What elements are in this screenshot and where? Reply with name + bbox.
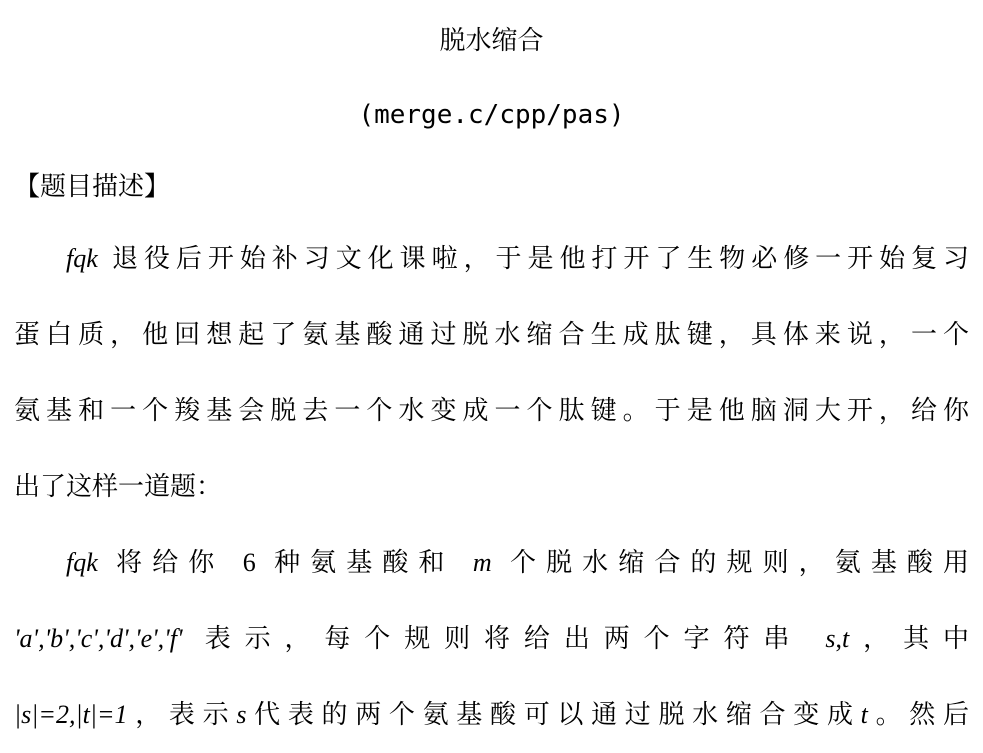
paragraph-line: 出了这样一道题： xyxy=(14,472,223,502)
math-inline: s xyxy=(825,624,836,653)
problem-title: 脱水缩合 xyxy=(439,26,544,56)
paragraph-line xyxy=(14,677,969,753)
paragraph-line: 氨基和一个羧基会脱去一个水变成一个肽键。于是他脑洞大开，给你 xyxy=(14,396,969,426)
paragraph-line xyxy=(14,221,969,297)
math-inline: m xyxy=(472,548,492,577)
text-run: 。然后 xyxy=(867,700,969,730)
paragraph-line xyxy=(14,525,969,601)
math-inline: t xyxy=(860,700,868,729)
paragraph-line xyxy=(14,601,969,677)
text-run: ，表示 xyxy=(127,700,237,730)
section-heading: 【题目描述】 xyxy=(14,172,171,202)
math-inline: s xyxy=(236,700,247,729)
description-paragraph-2 xyxy=(14,525,969,753)
text-run: 代表的两个氨基酸可以通过脱水缩合变成 xyxy=(246,700,861,730)
text-run: 个脱水缩合的规则，氨基酸用 xyxy=(491,548,970,578)
text-run: 将给你 xyxy=(97,548,243,578)
math-inline: fqk xyxy=(66,548,98,577)
math-inline: fqk xyxy=(66,244,98,273)
math-inline: 'a','b','c','d','e','f' xyxy=(14,624,183,653)
text-run: 种氨基酸和 xyxy=(255,548,473,578)
description-paragraph-1 xyxy=(14,221,969,525)
problem-filename: (merge.c/cpp/pas) xyxy=(358,100,625,130)
text-run: 退役后开始补习文化课啦，于是他打开了生物必修一开始复习 xyxy=(97,244,969,274)
text-run: 表示，每个规则将给出两个字符串 xyxy=(182,624,826,654)
text-run: ，其中 xyxy=(849,624,969,654)
paragraph-line: 蛋白质，他回想起了氨基酸通过脱水缩合生成肽键，具体来说，一个 xyxy=(14,320,969,350)
math-inline: , xyxy=(835,624,843,653)
math-inline: 6 xyxy=(242,548,256,577)
math-inline: t xyxy=(842,624,850,653)
math-inline: |s|=2,|t|=1 xyxy=(14,700,128,729)
